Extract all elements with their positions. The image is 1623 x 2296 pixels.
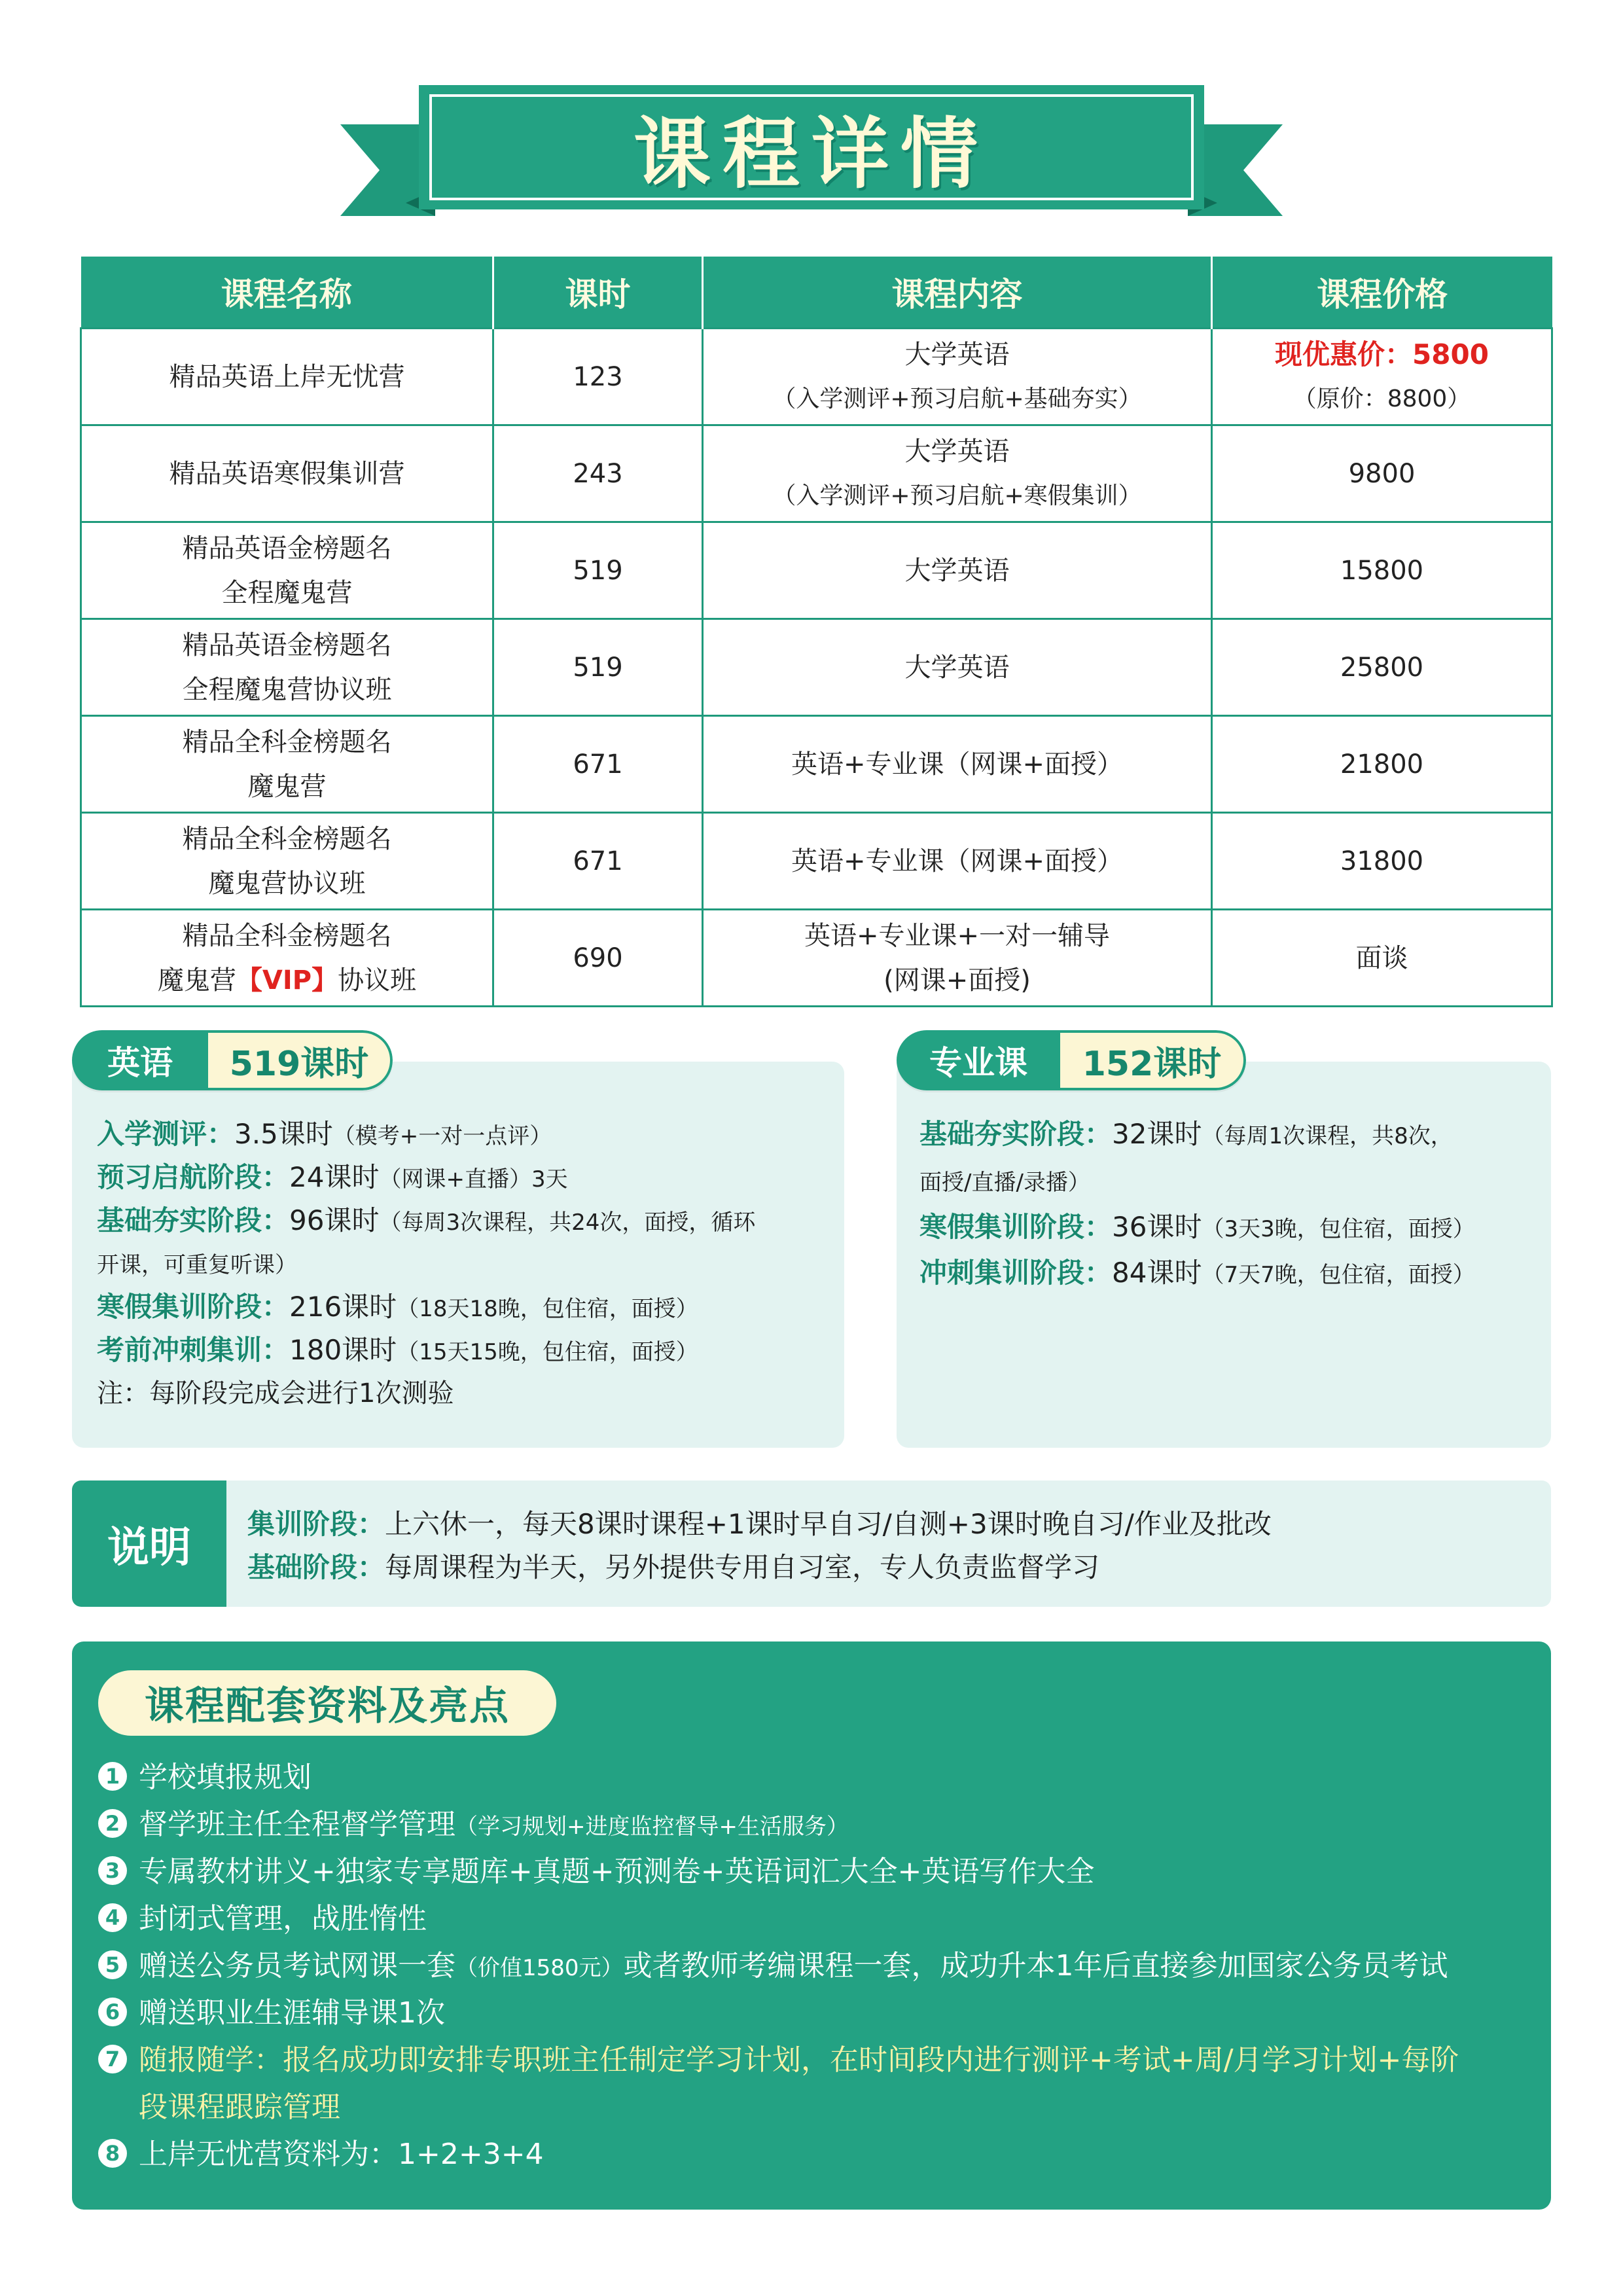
stage-detail: （每周3次课程，共24次，面授，循环 (379, 1210, 756, 1236)
table-row (81, 910, 1552, 1007)
major-tag (897, 1030, 1246, 1090)
major-line (919, 1206, 1475, 1251)
price-cell (1212, 329, 1552, 425)
course-name-cell (81, 813, 493, 910)
hours-cell: 671 (493, 813, 703, 910)
price-cell: 15800 (1212, 522, 1552, 619)
price-cell: 21800 (1212, 716, 1552, 813)
hours-cell: 519 (493, 619, 703, 716)
explanation-line (247, 1503, 1272, 1547)
vip-label: 【VIP】 (236, 965, 338, 996)
english-line (97, 1329, 698, 1374)
highlight-text: 或者教师考编课程一套，成功升本1年后直接参加国家公务员考试 (623, 1949, 1448, 1982)
highlight-text: 随报随学：报名成功即安排专职班主任制定学习计划，在时间段内进行测评+考试+周/月学习计划+每阶 (139, 2043, 1459, 2077)
stage-hours: 3.5课时 (234, 1118, 333, 1150)
english-tag (72, 1030, 393, 1090)
course-name: 精品全科金榜题名 (182, 920, 392, 951)
stage-label: 预习启航阶段： (97, 1161, 290, 1193)
price-discount: 现优惠价：5800 (1275, 338, 1489, 370)
number-badge: 8 (98, 2139, 127, 2168)
highlight-item (98, 1754, 312, 1801)
explanation-key: 集训阶段： (247, 1508, 385, 1540)
course-name: 精品全科金榜题名 (182, 823, 392, 854)
major-line (919, 1251, 1475, 1297)
price-cell: 面谈 (1212, 910, 1552, 1007)
table-row (81, 522, 1552, 619)
content-detail: （入学测评+预习启航+寒假集训） (772, 482, 1142, 509)
stage-label: 寒假集训阶段： (97, 1291, 290, 1323)
highlight-text: 赠送职业生涯辅导课1次 (139, 1996, 445, 2030)
course-name-cell (81, 619, 493, 716)
highlight-text: 段课程跟踪管理 (139, 2090, 340, 2124)
content-cell: 大学英语 (703, 522, 1212, 619)
course-name-sub: 魔鬼营 (247, 771, 327, 802)
content-main: 大学英语 (904, 436, 1010, 467)
english-line (97, 1242, 297, 1287)
highlight-item-continued (139, 2084, 340, 2131)
content-detail: (网课+面授) (883, 965, 1031, 996)
hours-cell: 243 (493, 425, 703, 522)
page-title: 课程详情 (633, 109, 990, 199)
course-name: 精品英语上岸无忧营 (169, 361, 405, 392)
course-name: 精品英语金榜题名 (182, 630, 392, 660)
english-note: 注：每阶段完成会进行1次测验 (97, 1378, 454, 1408)
stage-hours: 96课时 (289, 1204, 380, 1236)
content-cell (703, 910, 1212, 1007)
highlights-title: 课程配套资料及亮点 (98, 1670, 556, 1736)
number-badge: 1 (98, 1762, 127, 1791)
highlight-item (98, 1801, 849, 1850)
course-name-sub: 魔鬼营协议班 (208, 868, 366, 899)
highlight-text: 督学班主任全程督学管理 (139, 1808, 455, 1841)
content-main: 英语+专业课+一对一辅导 (804, 920, 1111, 951)
highlight-text: 学校填报规划 (139, 1761, 312, 1794)
header-content: 课程内容 (703, 257, 1212, 329)
stage-detail: （3天3晚，包住宿，面授） (1202, 1216, 1475, 1242)
hours-cell: 671 (493, 716, 703, 813)
stage-label: 寒假集训阶段： (919, 1211, 1113, 1243)
price-original: （原价：8800） (1293, 385, 1471, 412)
content-cell: 大学英语 (703, 619, 1212, 716)
content-detail: （入学测评+预习启航+基础夯实） (772, 385, 1142, 412)
table-row (81, 329, 1552, 425)
highlight-note: （学习规划+进度监控督导+生活服务） (455, 1814, 849, 1840)
stage-detail: （网课+直播）3天 (379, 1166, 568, 1193)
table-header-row (81, 257, 1552, 329)
course-name-cell (81, 522, 493, 619)
stage-label: 基础夯实阶段： (919, 1118, 1113, 1150)
course-name-sub (82, 958, 492, 1003)
highlight-text: 封闭式管理，战胜惰性 (139, 1902, 427, 1935)
course-name-part: 协议班 (338, 965, 417, 996)
number-badge: 4 (98, 1903, 127, 1932)
course-name-cell (81, 910, 493, 1007)
course-name: 精品英语金榜题名 (182, 533, 392, 564)
stage-detail: （7天7晚，包住宿，面授） (1202, 1262, 1475, 1288)
price-cell: 9800 (1212, 425, 1552, 522)
hours-cell: 519 (493, 522, 703, 619)
highlight-item (98, 2131, 544, 2178)
english-tag-subject: 英语 (72, 1030, 208, 1090)
highlight-item (98, 1943, 1448, 1992)
highlight-item (98, 2037, 1459, 2084)
header-price: 课程价格 (1212, 257, 1552, 329)
highlight-text: 专属教材讲义+独家专享题库+真题+预测卷+英语词汇大全+英语写作大全 (139, 1855, 1095, 1888)
highlight-note: （价值1580元） (455, 1955, 624, 1981)
highlight-item (98, 1848, 1094, 1895)
stage-label: 入学测评： (97, 1118, 235, 1150)
english-line (97, 1156, 568, 1201)
price-cell: 31800 (1212, 813, 1552, 910)
content-cell: 英语+专业课（网课+面授） (703, 813, 1212, 910)
table-row (81, 619, 1552, 716)
course-name-cell (81, 716, 493, 813)
table-row (81, 716, 1552, 813)
english-tag-hours: 519课时 (208, 1030, 393, 1090)
course-name: 精品英语寒假集训营 (169, 458, 405, 489)
explanation-value: 上六休一，每天8课时课程+1课时早自习/自测+3课时晚自习/作业及批改 (385, 1508, 1272, 1540)
explanation-key: 基础阶段： (247, 1551, 385, 1583)
stage-hours: 180课时 (289, 1334, 397, 1366)
number-badge: 2 (98, 1809, 127, 1838)
stage-label: 冲刺集训阶段： (919, 1257, 1113, 1289)
explanation-line (247, 1546, 1099, 1590)
header-hours: 课时 (493, 257, 703, 329)
stage-hours: 36课时 (1112, 1211, 1202, 1243)
course-name-sub: 全程魔鬼营 (221, 577, 353, 608)
major-tag-hours: 152课时 (1060, 1030, 1246, 1090)
number-badge: 5 (98, 1950, 127, 1979)
explanation-label: 说明 (72, 1480, 226, 1607)
major-tag-subject: 专业课 (897, 1030, 1060, 1090)
stage-detail: （18天18晚，包住宿，面授） (397, 1296, 698, 1322)
highlight-item (98, 1895, 427, 1943)
english-line (97, 1285, 698, 1331)
course-name-sub: 全程魔鬼营协议班 (182, 674, 392, 705)
highlight-text: 赠送公务员考试网课一套 (139, 1949, 455, 1982)
stage-label: 基础夯实阶段： (97, 1204, 290, 1236)
stage-detail: （每周1次课程，共8次， (1202, 1123, 1453, 1149)
content-cell: 英语+专业课（网课+面授） (703, 716, 1212, 813)
price-cell: 25800 (1212, 619, 1552, 716)
hours-cell: 690 (493, 910, 703, 1007)
content-cell (703, 329, 1212, 425)
stage-hours: 24课时 (289, 1161, 380, 1193)
stage-hours: 32课时 (1112, 1118, 1202, 1150)
content-cell (703, 425, 1212, 522)
course-name-part: 魔鬼营 (157, 965, 236, 996)
explanation-value: 每周课程为半天，另外提供专用自习室，专人负责监督学习 (385, 1551, 1100, 1583)
stage-detail: （15天15晚，包住宿，面授） (397, 1339, 698, 1365)
stage-detail: 面授/直播/录播） (919, 1170, 1090, 1196)
number-badge: 3 (98, 1856, 127, 1885)
hours-cell: 123 (493, 329, 703, 425)
major-line (919, 1160, 1090, 1204)
major-line (919, 1113, 1453, 1158)
course-name-cell (81, 329, 493, 425)
number-badge: 7 (98, 2045, 127, 2073)
table-row (81, 425, 1552, 522)
highlight-item (98, 1990, 445, 2037)
content-main: 大学英语 (904, 339, 1010, 370)
table-row (81, 813, 1552, 910)
course-name-cell (81, 425, 493, 522)
stage-detail: 开课，可重复听课） (97, 1252, 297, 1278)
course-name: 精品全科金榜题名 (182, 726, 392, 757)
header-course-name: 课程名称 (81, 257, 493, 329)
highlight-text: 上岸无忧营资料为：1+2+3+4 (139, 2138, 544, 2171)
english-line (97, 1199, 755, 1244)
stage-hours: 216课时 (289, 1291, 397, 1323)
english-line (97, 1113, 552, 1158)
stage-label: 考前冲刺集训： (97, 1334, 290, 1366)
stage-hours: 84课时 (1112, 1257, 1202, 1289)
stage-detail: （模考+一对一点评） (332, 1123, 552, 1149)
course-table (80, 257, 1553, 1007)
number-badge: 6 (98, 1998, 127, 2026)
